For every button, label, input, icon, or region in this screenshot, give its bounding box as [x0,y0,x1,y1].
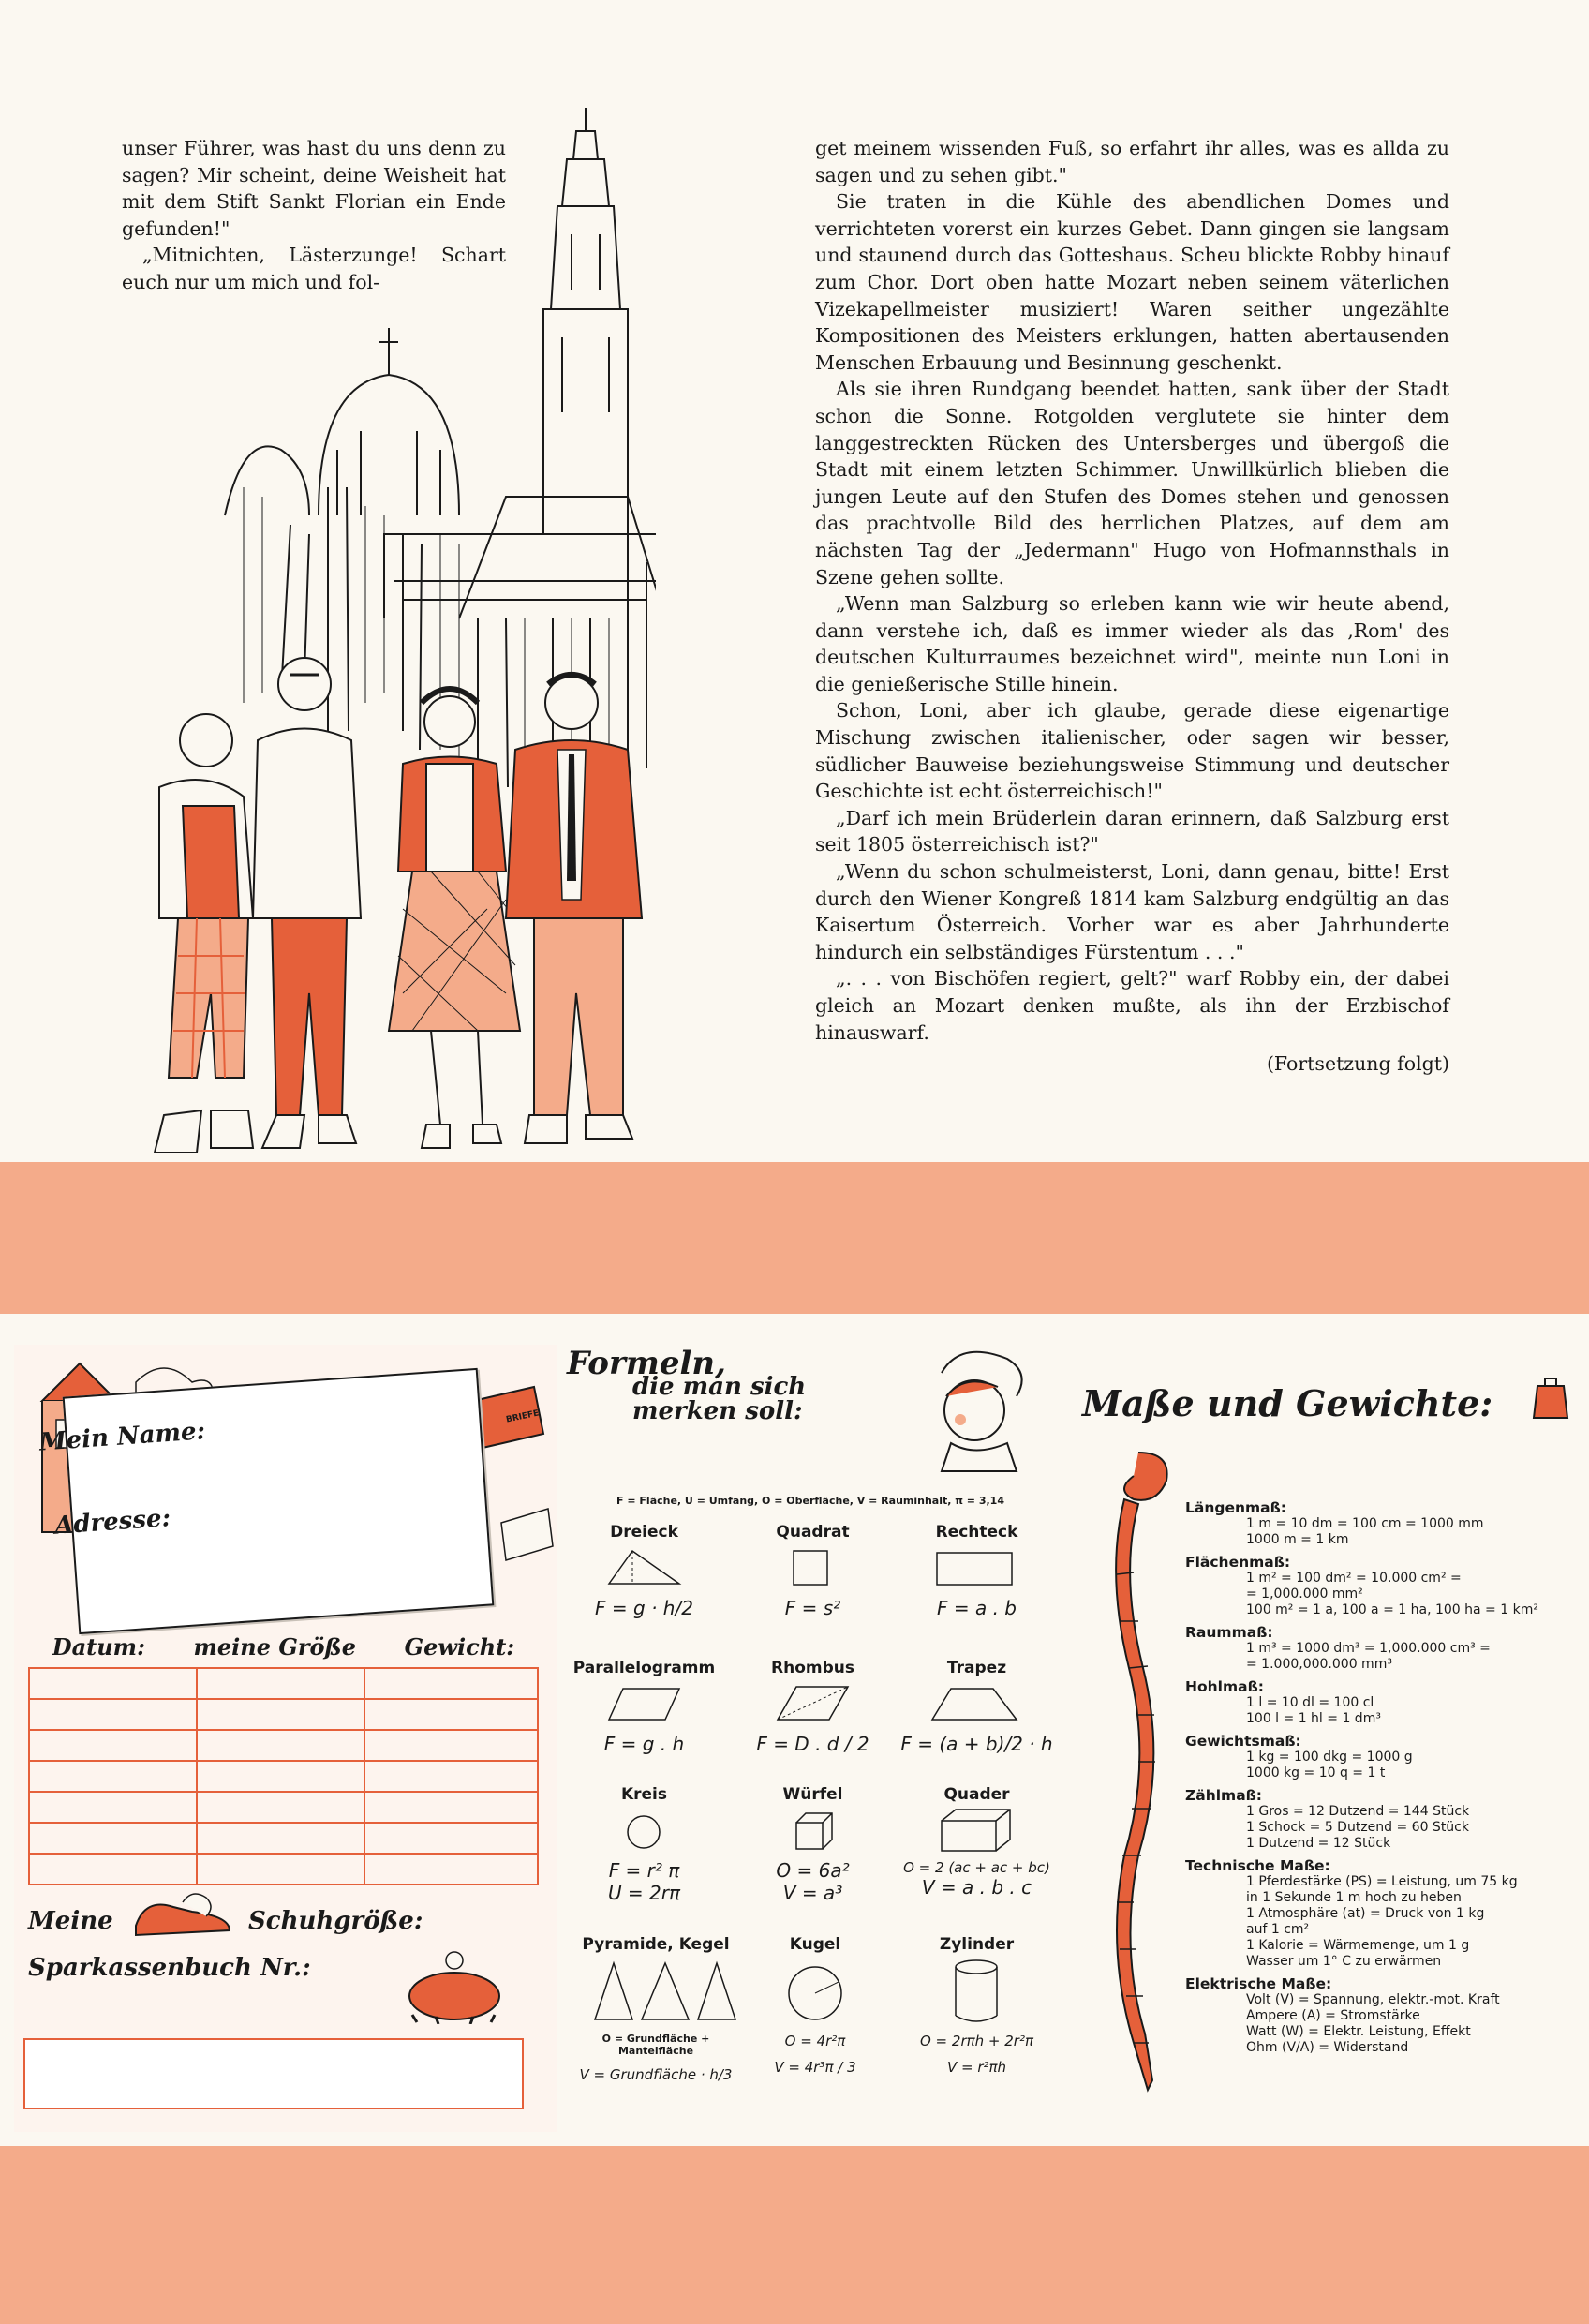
measure-section [1185,1499,1574,1548]
boy-thinking-illustration [923,1345,1035,1476]
measure-heading: Gewichtsmaß: [1185,1733,1301,1750]
measures-list [1185,1499,1574,2056]
formula-name: Pyramide, Kegel [582,1935,730,1954]
formula-name: Kreis [620,1785,668,1804]
rectangle-icon [899,1542,1054,1593]
measure-heading: Zählmaß: [1185,1787,1263,1804]
measuring-tape-illustration [1096,1434,1181,2108]
measure-line: in 1 Sekunde 1 m hoch zu heben [1246,1890,1462,1905]
formula-text: O = 6a² [776,1859,850,1882]
measure-line: Volt (V) = Spannung, elektr.-mot. Kraft [1246,1992,1500,2007]
story-paragraph: Schon, Loni, aber ich glaube, gerade diese eigenartige Mischung zwischen italienischer, oder sagen wir besser, südlicher Bauweise beziehungsweise Stimmung und deutscher Geschichte ist echt österreichisch!" [815,699,1449,803]
formula-name: Kugel [789,1935,841,1954]
figure-woman [389,689,520,1148]
name-label: Mein Name: [37,1417,207,1457]
shoe-size-label-b[interactable]: Schuhgröße: [248,1907,423,1935]
story-paragraph: unser Führer, was hast du uns denn zu sagen? Mir scheint, deine Weisheit hat mit dem Stift Sankt Florian ein Ende gefunden!" [122,137,506,240]
rhombus-icon [735,1677,890,1729]
formulas-title-3: merken soll: [632,1397,803,1425]
formula-wuerfel [735,1785,890,1904]
formula-rechteck [899,1523,1054,1619]
formula-text: F = s² [784,1597,841,1619]
formula-text: O = 2 (ac + ac + bc) [903,1859,1050,1876]
measure-line: = 1.000,000.000 mm³ [1246,1657,1392,1672]
formula-quader [899,1785,1054,1899]
formula-text: O = 2rπh + 2r²π [919,2033,1034,2049]
formula-text: O = 4r²π [784,2033,846,2049]
formula-text: O = Grundfläche + Mantelfläche [601,2033,710,2057]
measure-section [1185,1554,1574,1618]
measures-title: Maße und Gewichte: [1082,1382,1493,1424]
formula-name: Dreieck [610,1523,678,1542]
figure-man-right [506,675,642,1143]
measure-line: 1 Gros = 12 Dutzend = 144 Stück [1246,1804,1470,1819]
formulas-legend: F = Fläche, U = Umfang, O = Oberfläche, V = Rauminhalt, π = 3,14 [616,1495,1004,1507]
growth-table-header [28,1626,539,1667]
measure-line: 1 Kalorie = Wärmemenge, um 1 g [1246,1938,1470,1953]
measure-line: 100 l = 1 hl = 1 dm³ [1246,1711,1381,1726]
shoe-size-label-a: Meine [28,1907,113,1935]
circle-icon [567,1804,721,1855]
table-row[interactable] [29,1823,538,1854]
story-paragraph: Als sie ihren Rundgang beendet hatten, sank über der Stadt schon die Sonne. Rotgolden verglutete sie hinter dem langgestreckten Rücken des Untersberges und übergoß die Stadt mit einem letzten Schimmer. Unwillkürlich blieben die jungen Leute auf den Stufen des Domes stehen und genossen das prachtvolle Bild des herrlichen Platzes, auf dem am nächsten Tag der „Jedermann" Hugo von Hofmannsthals in Szene gehen sollte. [815,378,1449,588]
salzburg-illustration [103,94,656,1153]
parallelogram-icon [567,1677,721,1729]
formula-text: F = D . d / 2 [756,1733,869,1755]
table-row[interactable] [29,1699,538,1730]
formula-dreieck [567,1523,721,1619]
measure-line: Ampere (A) = Stromstärke [1246,2008,1420,2023]
story-paragraph: get meinem wissenden Fuß, so erfahrt ihr alles, was es allda zu sagen und zu sehen gibt." [815,137,1449,186]
formula-text: F = g . h [603,1733,685,1755]
continuation-note: (Fortsetzung folgt) [1266,1052,1449,1076]
formula-text: F = g · h/2 [595,1597,693,1619]
weight-icon [1532,1373,1569,1420]
measure-line: 100 m² = 1 a, 100 a = 1 ha, 100 ha = 1 km² [1246,1602,1538,1617]
story-paragraph: „. . . von Bischöfen regiert, gelt?" warf Robby ein, der dabei gleich an Mozart denken mußte, als ihn der Erzbischof hinauswarf. [815,967,1449,1044]
measure-section [1185,1678,1574,1727]
growth-table-grid[interactable] [28,1667,539,1885]
measure-line: Ohm (V/A) = Widerstand [1246,2040,1409,2055]
formula-zylinder [899,1935,1054,2076]
measure-line: 1 Dutzend = 12 Stück [1246,1836,1391,1851]
savings-book-label: Sparkassenbuch Nr.: [28,1954,311,1982]
formula-text: V = 4r³π / 3 [774,2059,856,2076]
formula-name: Quadrat [776,1523,850,1542]
formula-parallelogramm [567,1659,721,1755]
measure-line: 1000 kg = 10 q = 1 t [1246,1765,1386,1780]
measure-line: Watt (W) = Elektr. Leistung, Effekt [1246,2024,1471,2039]
col-header-height: meine Größe [193,1632,357,1661]
address-label: Adresse: [53,1504,172,1541]
measure-heading: Längenmaß: [1185,1499,1286,1516]
figure-man-left [155,714,253,1153]
story-paragraph: „Wenn man Salzburg so erleben kann wie wir heute abend, dann verstehe ich, daß es immer wieder als das ‚Rom' des deutschen Kulturraumes bezeichnet wird", meinte nun Loni in die genießerische Stille hinein. [815,592,1449,695]
measure-line: Wasser um 1° C zu erwärmen [1246,1954,1442,1969]
formula-text: U = 2rπ [607,1882,681,1904]
measure-line: 1 Pferdestärke (PS) = Leistung, um 75 kg [1246,1874,1518,1889]
sphere-icon [745,1954,885,2029]
formula-pyramide-kegel [567,1935,745,2083]
table-row[interactable] [29,1854,538,1885]
measure-heading: Flächenmaß: [1185,1554,1291,1571]
formula-name: Rechteck [935,1523,1018,1542]
measure-heading: Technische Maße: [1185,1857,1330,1874]
formula-text: V = r²πh [946,2059,1007,2076]
formula-quadrat [735,1523,890,1619]
col-header-weight: Gewicht: [404,1632,515,1661]
decorative-band-top [0,1162,1589,1314]
growth-table[interactable] [28,1626,539,1885]
table-row[interactable] [29,1668,538,1699]
story-right-column [815,135,1449,1078]
formula-name: Trapez [946,1659,1007,1677]
formula-name: Parallelogramm [572,1659,716,1677]
table-row[interactable] [29,1730,538,1761]
measure-section [1185,1733,1574,1781]
cylinder-icon [899,1954,1054,2029]
formula-name: Quader [943,1785,1010,1804]
formula-rhombus [735,1659,890,1755]
story-paragraph: „Mitnichten, Lästerzunge! Schart euch nur um mich und fol- [122,244,506,293]
measure-line: 1 Atmosphäre (at) = Druck von 1 kg [1246,1906,1485,1921]
measures-panel [1077,1345,1574,2132]
formula-text: F = (a + b)/2 · h [900,1733,1053,1755]
measure-section [1185,1624,1574,1673]
measure-heading: Raummaß: [1185,1624,1273,1641]
formulas-panel [567,1345,1054,2132]
piggy-bank-icon [394,1949,515,2024]
formulas-title-2: die man sich [632,1373,807,1401]
col-header-date: Datum: [52,1632,145,1661]
measure-line: 1 kg = 100 dkg = 1000 g [1246,1750,1413,1765]
measure-line: 1 m² = 100 dm² = 10.000 cm² = [1246,1571,1462,1586]
formula-text: F = a . b [937,1597,1017,1619]
measure-line: 1000 m = 1 km [1246,1532,1349,1547]
formula-name: Rhombus [771,1659,854,1677]
measure-line: 1 l = 10 dl = 100 cl [1246,1695,1374,1710]
measure-line: 1 Schock = 5 Dutzend = 60 Stück [1246,1820,1469,1835]
pyramid-cone-icon [567,1954,745,2029]
measure-section [1185,1975,1574,2056]
savings-book-field[interactable] [23,2038,524,2109]
formula-text: V = Grundfläche · h/3 [579,2066,733,2083]
measure-section [1185,1857,1574,1970]
measure-heading: Elektrische Maße: [1185,1975,1332,1992]
table-row[interactable] [29,1761,538,1792]
measure-line: 1 m³ = 1000 dm³ = 1,000.000 cm³ = [1246,1641,1491,1656]
formula-text: F = r² π [608,1859,680,1882]
formula-trapez [899,1659,1054,1755]
formula-text: V = a³ [782,1882,843,1904]
formula-name: Zylinder [939,1935,1015,1954]
measure-section [1185,1787,1574,1852]
formulas-title-1: Formeln, [567,1345,726,1382]
mailbox-label: BRIEFE [505,1408,541,1425]
cube-icon [735,1804,890,1855]
table-row[interactable] [29,1792,538,1823]
formula-name: Würfel [782,1785,843,1804]
formula-text: V = a . b . c [921,1876,1032,1899]
story-paragraph: Sie traten in die Kühle des abendlichen Domes und verrichteten vorerst ein kurzes Gebet. Dann gingen sie langsam und staunend durch das Gotteshaus. Scheu blickte Robby hinauf zum Chor. Dort oben hatte Mozart neben seinem väterlichen Vizekapellmeister musiziert! Waren seither ungezählte Kompositionen des Meisters erklungen, hatten abertausenden Menschen Erbauung und Besinnung geschenkt. [815,190,1449,374]
decorative-band-bottom [0,2146,1589,2324]
measure-line: = 1,000.000 mm² [1246,1587,1363,1601]
story-paragraph: „Wenn du schon schulmeisterst, Loni, dann genau, bitte! Erst durch den Wiener Kongreß 1814 kam Salzburg endgültig an das Kaisertum Österreich. Vorher war es aber Jahrhunderte hindurch ein selbständiges Fürstentum . . ." [815,860,1449,963]
personal-info-panel [14,1345,557,2132]
measure-heading: Hohlmaß: [1185,1678,1264,1695]
measure-line: 1 m = 10 dm = 100 cm = 1000 mm [1246,1516,1484,1531]
measure-line: auf 1 cm² [1246,1922,1310,1937]
story-paragraph: „Darf ich mein Brüderlein daran erinnern, daß Salzburg erst seit 1805 österreichisch ist?" [815,806,1449,857]
cuboid-icon [899,1804,1054,1855]
shoe-icon [126,1888,239,1944]
name-address-card[interactable] [37,1368,495,1634]
triangle-icon [567,1542,721,1593]
square-icon [735,1542,890,1593]
formula-kreis [567,1785,721,1904]
formula-kugel [745,1935,885,2076]
figure-man-glasses [253,658,361,1148]
trapezoid-icon [899,1677,1054,1729]
